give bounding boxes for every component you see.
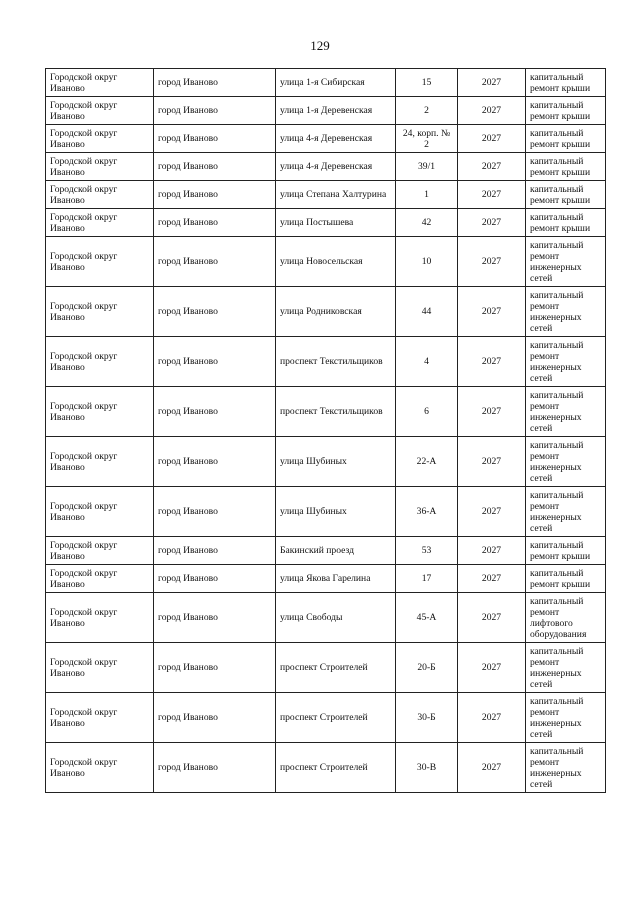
work-type-cell: капитальный ремонт крыши	[526, 181, 606, 209]
house-cell: 2	[396, 97, 458, 125]
okrug-cell: Городской округ Иваново	[46, 693, 154, 743]
house-cell: 36-А	[396, 487, 458, 537]
table-row	[46, 593, 606, 643]
okrug-cell: Городской округ Иваново	[46, 437, 154, 487]
street-cell: улица Якова Гарелина	[276, 565, 396, 593]
house-cell: 6	[396, 387, 458, 437]
year-cell: 2027	[458, 69, 526, 97]
house-cell: 53	[396, 537, 458, 565]
okrug-cell: Городской округ Иваново	[46, 643, 154, 693]
okrug-cell: Городской округ Иваново	[46, 487, 154, 537]
street-cell: улица 4-я Деревенская	[276, 125, 396, 153]
house-cell: 4	[396, 337, 458, 387]
city-cell: город Иваново	[154, 97, 276, 125]
table-row	[46, 743, 606, 793]
house-cell: 45-А	[396, 593, 458, 643]
work-type-cell: капитальный ремонт крыши	[526, 125, 606, 153]
work-type-cell: капитальный ремонт инженерных сетей	[526, 387, 606, 437]
table-row	[46, 693, 606, 743]
house-cell: 1	[396, 181, 458, 209]
house-cell: 30-Б	[396, 693, 458, 743]
year-cell: 2027	[458, 209, 526, 237]
work-type-cell: капитальный ремонт инженерных сетей	[526, 643, 606, 693]
year-cell: 2027	[458, 537, 526, 565]
table-row	[46, 97, 606, 125]
city-cell: город Иваново	[154, 693, 276, 743]
table-row	[46, 437, 606, 487]
house-cell: 44	[396, 287, 458, 337]
city-cell: город Иваново	[154, 153, 276, 181]
table-row	[46, 153, 606, 181]
house-cell: 10	[396, 237, 458, 287]
work-type-cell: капитальный ремонт инженерных сетей	[526, 437, 606, 487]
street-cell: улица 1-я Сибирская	[276, 69, 396, 97]
work-type-cell: капитальный ремонт крыши	[526, 565, 606, 593]
house-cell: 24, корп. № 2	[396, 125, 458, 153]
okrug-cell: Городской округ Иваново	[46, 387, 154, 437]
house-cell: 17	[396, 565, 458, 593]
city-cell: город Иваново	[154, 537, 276, 565]
okrug-cell: Городской округ Иваново	[46, 209, 154, 237]
street-cell: улица 4-я Деревенская	[276, 153, 396, 181]
okrug-cell: Городской округ Иваново	[46, 69, 154, 97]
year-cell: 2027	[458, 153, 526, 181]
street-cell: улица Родниковская	[276, 287, 396, 337]
okrug-cell: Городской округ Иваново	[46, 565, 154, 593]
year-cell: 2027	[458, 437, 526, 487]
house-cell: 15	[396, 69, 458, 97]
city-cell: город Иваново	[154, 125, 276, 153]
okrug-cell: Городской округ Иваново	[46, 237, 154, 287]
street-cell: проспект Текстильщиков	[276, 387, 396, 437]
work-type-cell: капитальный ремонт инженерных сетей	[526, 337, 606, 387]
street-cell: проспект Текстильщиков	[276, 337, 396, 387]
year-cell: 2027	[458, 565, 526, 593]
table-row	[46, 643, 606, 693]
work-type-cell: капитальный ремонт крыши	[526, 69, 606, 97]
street-cell: улица 1-я Деревенская	[276, 97, 396, 125]
city-cell: город Иваново	[154, 287, 276, 337]
work-type-cell: капитальный ремонт крыши	[526, 537, 606, 565]
okrug-cell: Городской округ Иваново	[46, 287, 154, 337]
city-cell: город Иваново	[154, 593, 276, 643]
city-cell: город Иваново	[154, 69, 276, 97]
repair-schedule-table	[45, 68, 606, 793]
work-type-cell: капитальный ремонт инженерных сетей	[526, 237, 606, 287]
house-cell: 30-В	[396, 743, 458, 793]
table-row	[46, 537, 606, 565]
year-cell: 2027	[458, 487, 526, 537]
okrug-cell: Городской округ Иваново	[46, 593, 154, 643]
table-row	[46, 337, 606, 387]
city-cell: город Иваново	[154, 565, 276, 593]
year-cell: 2027	[458, 181, 526, 209]
work-type-cell: капитальный ремонт инженерных сетей	[526, 693, 606, 743]
okrug-cell: Городской округ Иваново	[46, 153, 154, 181]
page-number: 129	[310, 38, 330, 53]
year-cell: 2027	[458, 593, 526, 643]
table-row	[46, 237, 606, 287]
city-cell: город Иваново	[154, 643, 276, 693]
street-cell: улица Свободы	[276, 593, 396, 643]
okrug-cell: Городской округ Иваново	[46, 337, 154, 387]
street-cell: улица Постышева	[276, 209, 396, 237]
house-cell: 39/1	[396, 153, 458, 181]
table-row	[46, 181, 606, 209]
year-cell: 2027	[458, 287, 526, 337]
house-cell: 22-А	[396, 437, 458, 487]
year-cell: 2027	[458, 237, 526, 287]
street-cell: улица Шубиных	[276, 437, 396, 487]
year-cell: 2027	[458, 97, 526, 125]
table-row	[46, 209, 606, 237]
year-cell: 2027	[458, 337, 526, 387]
work-type-cell: капитальный ремонт крыши	[526, 209, 606, 237]
table-row	[46, 387, 606, 437]
street-cell: проспект Строителей	[276, 643, 396, 693]
work-type-cell: капитальный ремонт инженерных сетей	[526, 287, 606, 337]
street-cell: проспект Строителей	[276, 693, 396, 743]
table-row	[46, 487, 606, 537]
city-cell: город Иваново	[154, 487, 276, 537]
house-cell: 20-Б	[396, 643, 458, 693]
city-cell: город Иваново	[154, 337, 276, 387]
city-cell: город Иваново	[154, 437, 276, 487]
work-type-cell: капитальный ремонт инженерных сетей	[526, 743, 606, 793]
city-cell: город Иваново	[154, 237, 276, 287]
house-cell: 42	[396, 209, 458, 237]
okrug-cell: Городской округ Иваново	[46, 181, 154, 209]
city-cell: город Иваново	[154, 181, 276, 209]
city-cell: город Иваново	[154, 209, 276, 237]
year-cell: 2027	[458, 125, 526, 153]
okrug-cell: Городской округ Иваново	[46, 125, 154, 153]
table-row	[46, 565, 606, 593]
table-row	[46, 69, 606, 97]
work-type-cell: капитальный ремонт инженерных сетей	[526, 487, 606, 537]
okrug-cell: Городской округ Иваново	[46, 743, 154, 793]
okrug-cell: Городской округ Иваново	[46, 537, 154, 565]
street-cell: улица Новосельская	[276, 237, 396, 287]
street-cell: улица Степана Халтурина	[276, 181, 396, 209]
year-cell: 2027	[458, 693, 526, 743]
table-row	[46, 125, 606, 153]
year-cell: 2027	[458, 643, 526, 693]
table-row	[46, 287, 606, 337]
year-cell: 2027	[458, 743, 526, 793]
year-cell: 2027	[458, 387, 526, 437]
work-type-cell: капитальный ремонт крыши	[526, 97, 606, 125]
work-type-cell: капитальный ремонт крыши	[526, 153, 606, 181]
street-cell: Бакинский проезд	[276, 537, 396, 565]
city-cell: город Иваново	[154, 387, 276, 437]
okrug-cell: Городской округ Иваново	[46, 97, 154, 125]
city-cell: город Иваново	[154, 743, 276, 793]
street-cell: улица Шубиных	[276, 487, 396, 537]
work-type-cell: капитальный ремонт лифтового оборудования	[526, 593, 606, 643]
street-cell: проспект Строителей	[276, 743, 396, 793]
